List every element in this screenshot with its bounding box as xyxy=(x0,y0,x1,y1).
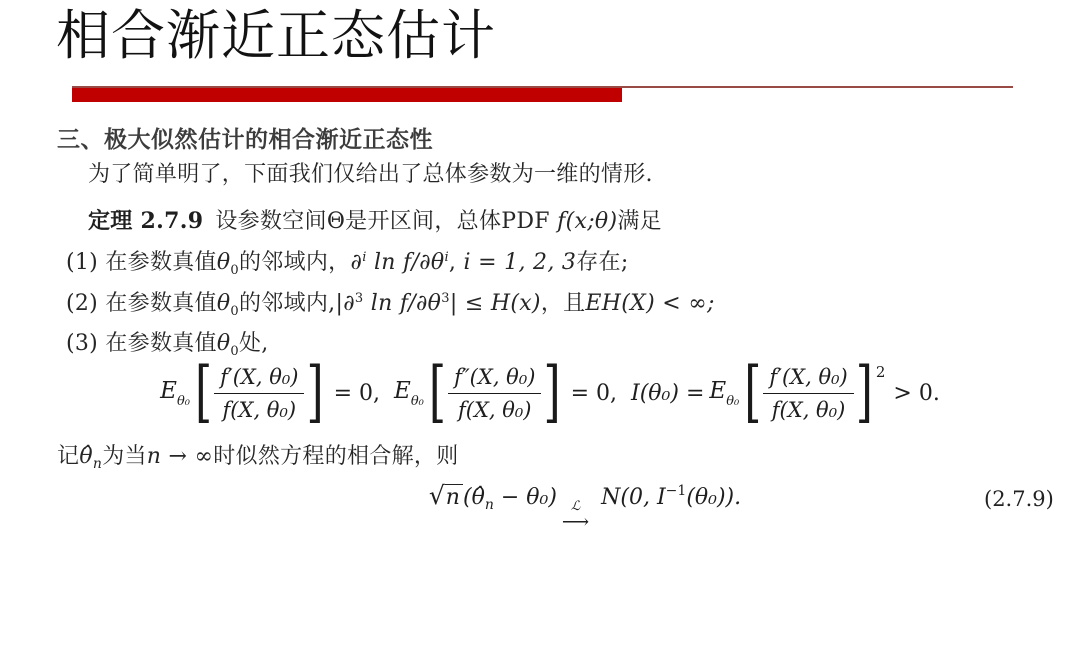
math-run: | ≤ H(x) xyxy=(449,291,541,316)
accent-bar xyxy=(72,88,622,102)
sqrt-radicand: n xyxy=(445,484,463,510)
math-run: ln f/∂θ xyxy=(363,291,442,316)
subscript: n xyxy=(484,497,494,513)
text-run: 为当 xyxy=(102,444,147,469)
condition-1 xyxy=(66,245,629,278)
slide-title: 相合渐近正态估计 xyxy=(56,4,496,67)
sqrt-symbol: √ xyxy=(428,481,445,510)
subscript: θ₀ xyxy=(410,393,424,409)
section-heading: 三、极大似然估计的相合渐近正态性 xyxy=(57,127,433,153)
fraction-numerator: f′(X, θ₀) xyxy=(214,365,304,394)
math-run: (θ₀)). xyxy=(686,485,742,510)
text-run: 的邻域内, xyxy=(238,291,336,316)
math-run: ∂ xyxy=(350,250,363,275)
intro-text: 为了简单明了，下面我们仅给出了总体参数为一维的情形. xyxy=(88,162,653,187)
fraction-denominator: f(X, θ₀) xyxy=(222,397,297,422)
text-run: (3) 在参数真值 xyxy=(66,331,217,356)
square-exponent: 2 xyxy=(875,362,886,381)
text-run: , xyxy=(448,250,464,275)
expectation-operator xyxy=(160,378,190,409)
text-run: 处, xyxy=(238,331,269,356)
display-equation xyxy=(70,354,1030,432)
expectation-operator xyxy=(709,378,739,409)
E-symbol: E xyxy=(160,377,177,404)
superscript: 3 xyxy=(354,291,364,306)
theorem-line xyxy=(88,204,662,235)
subscript: θ₀ xyxy=(176,393,190,409)
fraction xyxy=(214,365,304,422)
note-line xyxy=(57,439,459,472)
math-run: N(0, I xyxy=(594,485,666,510)
text-run: (1) 在参数真值 xyxy=(66,250,217,275)
expectation-term-2: $E_{\theta_0}$ [ $\frac{\text{f″(X, θ₀)}}{\text{f(X, θ₀)}}$ ] = 0, xyxy=(394,354,618,431)
math-run: i = 1, 2, 3 xyxy=(463,250,577,275)
math-run: ( xyxy=(462,485,472,510)
superscript: 3 xyxy=(441,291,450,306)
superscript: i xyxy=(444,250,449,265)
superscript: −1 xyxy=(665,483,687,499)
fraction xyxy=(763,365,853,422)
theta-hat-symbol: θ̂ xyxy=(79,444,93,469)
equals-zero: = 0, xyxy=(333,380,381,406)
math-run: |∂ xyxy=(335,291,355,316)
right-arrow-icon: ⟶ xyxy=(561,511,590,533)
convergence-arrow xyxy=(562,500,589,532)
theorem-body-2: 满足 xyxy=(617,209,662,234)
expectation-term-1: $E_{\theta_0}$ [ $\frac{\text{f′(X, θ₀)}}{\text{f(X, θ₀)}}$ ] = 0, xyxy=(160,354,381,431)
subscript: 0 xyxy=(230,304,239,319)
text-run: 时似然方程的相合解，则 xyxy=(213,444,459,469)
text-run: (2) 在参数真值 xyxy=(66,291,217,316)
theta-symbol: θ xyxy=(216,291,231,316)
fraction-denominator: f(X, θ₀) xyxy=(457,397,532,422)
E-symbol: E xyxy=(709,377,727,404)
fraction-numerator: f′(X, θ₀) xyxy=(763,365,853,394)
expectation-operator xyxy=(394,378,424,409)
math-run: ln f/∂θ xyxy=(366,250,445,275)
equals-zero: = 0, xyxy=(570,380,618,406)
theta-symbol: θ xyxy=(216,331,231,356)
math-run: − θ₀) xyxy=(493,485,557,510)
fraction xyxy=(448,365,541,422)
fraction-denominator: f(X, θ₀) xyxy=(771,397,846,422)
theorem-math: f(x;θ) xyxy=(557,209,618,234)
superscript: i xyxy=(362,250,367,265)
subscript: θ₀ xyxy=(726,393,740,409)
theorem-body-1: 设参数空间Θ是开区间，总体PDF xyxy=(215,209,550,234)
equation-number: (2.7.9) xyxy=(984,487,1054,511)
text-run: ，且 xyxy=(540,291,586,316)
convergence-equation xyxy=(90,481,1080,532)
math-run: EH(X) < ∞; xyxy=(585,291,715,316)
text-run: 存在; xyxy=(576,250,629,275)
law-script-L: ℒ xyxy=(570,499,581,514)
subscript: 0 xyxy=(230,344,239,359)
fraction-numerator: f″(X, θ₀) xyxy=(448,365,541,394)
theta-hat-symbol: θ̂ xyxy=(471,485,485,510)
fisher-information-lhs: I(θ₀) = xyxy=(631,380,705,406)
E-symbol: E xyxy=(394,377,411,404)
condition-2 xyxy=(66,286,715,319)
greater-than-zero: > 0. xyxy=(893,380,940,406)
text-run: 记 xyxy=(57,444,80,469)
fisher-information-term: I(θ₀) = $E_{\theta_0}$ [ $\frac{\text{f′(X, θ₀)}}{\text{f(X, θ₀)}}$ ] 2 > 0. xyxy=(631,354,940,431)
theta-symbol: θ xyxy=(216,250,231,275)
subscript: n xyxy=(92,456,103,472)
math-run: n → ∞ xyxy=(146,444,214,469)
text-run: 的邻域内， xyxy=(238,250,351,275)
subscript: 0 xyxy=(230,263,239,278)
theorem-label: 定理 2.7.9 xyxy=(88,208,204,234)
